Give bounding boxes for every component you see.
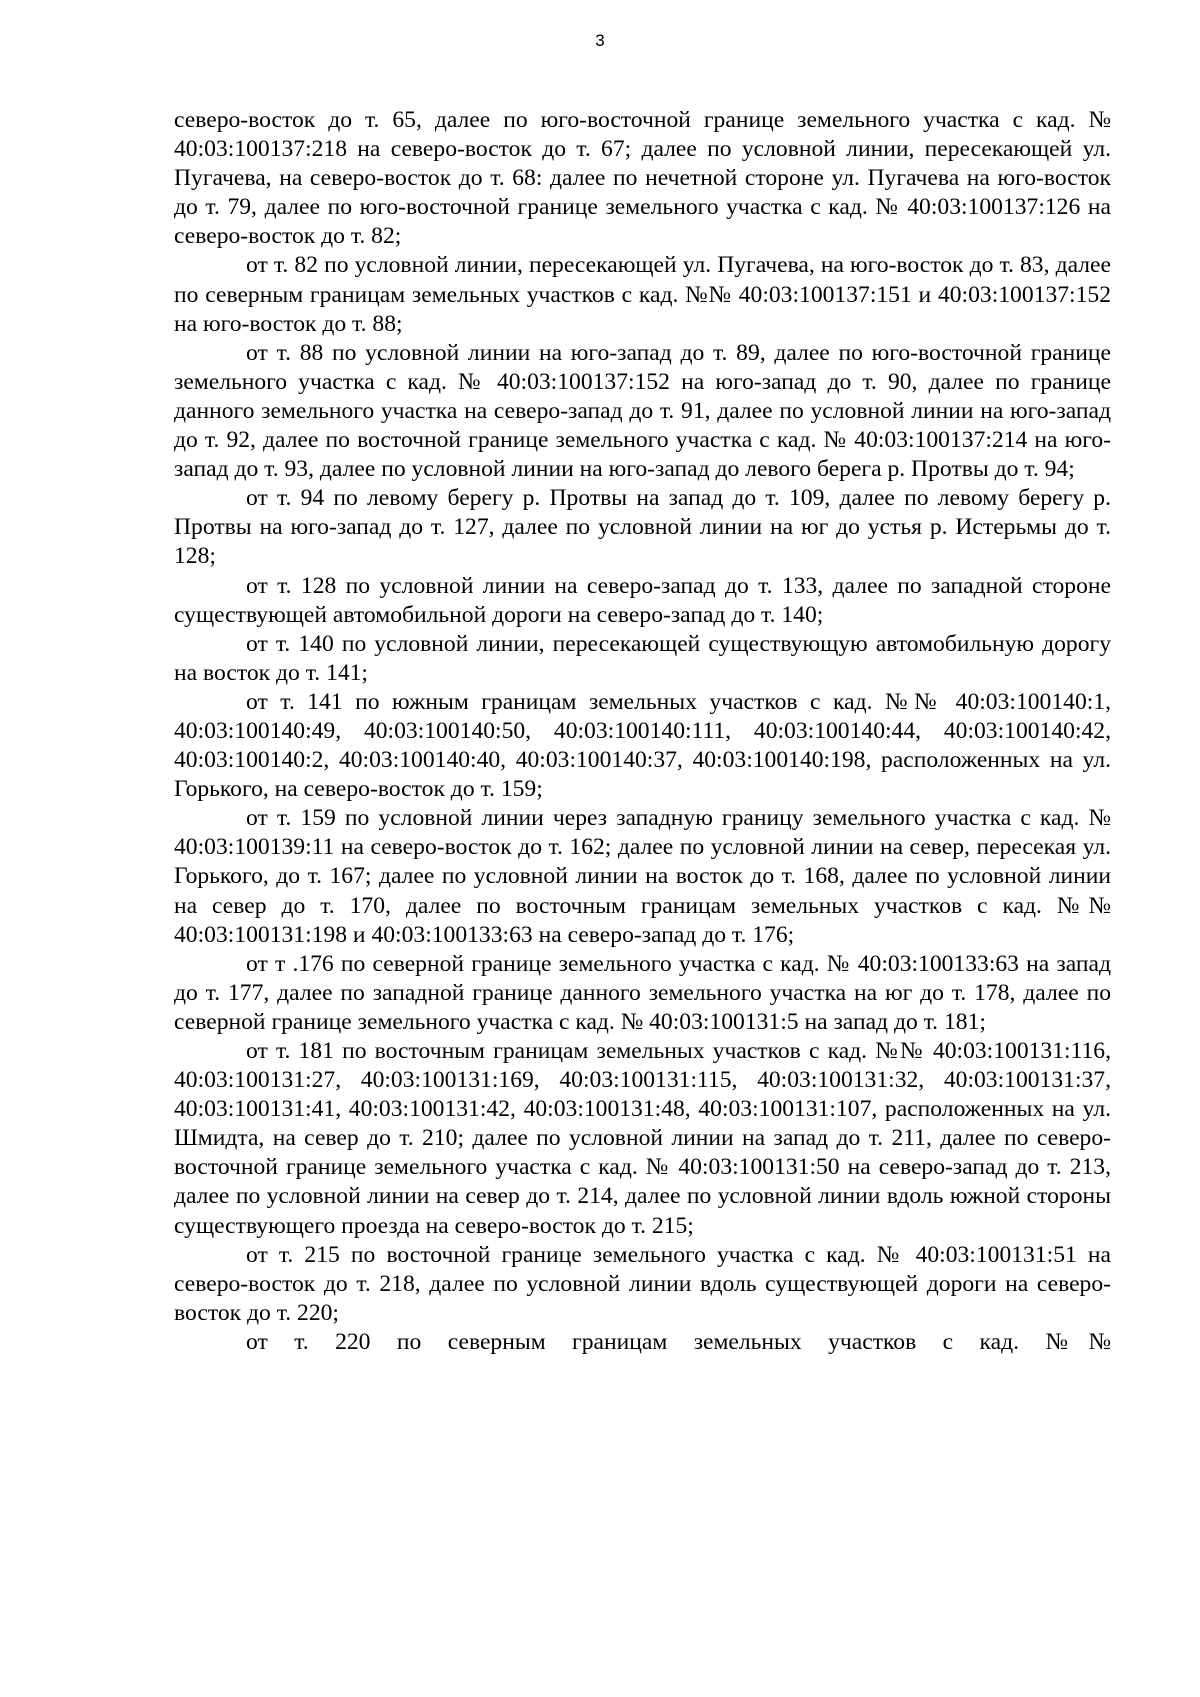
document-body <box>174 106 1111 1357</box>
paragraph: от т .176 по северной границе земельного участка с кад. № 40:03:100133:63 на запад до т. 177, далее по западной границе данного земельного участка на юг до т. 178, далее по северной границе земельного участка с кад. № 40:03:100131:5 на запад до т. 181; <box>174 950 1111 1035</box>
paragraph: северо-восток до т. 65, далее по юго-восточной границе земельного участка с кад. № 40:03:100137:218 на северо-восток до т. 67; далее по условной линии, пересекающей ул. Пугачева, на северо-восток до т. 68: далее по нечетной стороне ул. Пугачева на юго-восток до т. 79, далее по юго-восточной границе земельного участка с кад. № 40:03:100137:126 на северо-восток до т. 82; <box>174 107 1111 250</box>
paragraph: от т. 140 по условной линии, пересекающей существующую автомобильную дорогу на восток до т. 141; <box>174 630 1111 686</box>
paragraph: от т. 128 по условной линии на северо-запад до т. 133, далее по западной стороне существующей автомобильной дороги на северо-запад до т. 140; <box>174 572 1111 628</box>
paragraph: от т. 94 по левому берегу р. Протвы на запад до т. 109, далее по левому берегу р. Протвы на юго-запад до т. 127, далее по условной линии на юг до устья р. Истерьмы до т. 128; <box>174 485 1111 570</box>
paragraph: от т. 181 по восточным границам земельных участков с кад. №№ 40:03:100131:116, 40:03:100131:27, 40:03:100131:169, 40:03:100131:115, 40:03:100131:32, 40:03:100131:37, 40:03:100131:41, 40:03:100131:42, 40:03:100131:48, 40:03:100131:107, расположенных на ул. Шмидта, на север до т. 210; далее по условной линии на запад до т. 211, далее по северо-восточной границе земельного участка с кад. № 40:03:100131:50 на северо-запад до т. 213, далее по условной линии на север до т. 214, далее по условной линии вдоль южной стороны существующего проезда на северо-восток до т. 215; <box>174 1038 1111 1239</box>
paragraph: от т. 88 по условной линии на юго-запад до т. 89, далее по юго-восточной границе земельного участка с кад. № 40:03:100137:152 на юго-запад до т. 90, далее по границе данного земельного участка на северо-запад до т. 91, далее по условной линии на юго-запад до т. 92, далее по восточной границе земельного участка с кад. № 40:03:100137:214 на юго-запад до т. 93, далее по условной линии на юго-запад до левого берега р. Протвы до т. 94; <box>174 339 1111 483</box>
paragraph: от т. 82 по условной линии, пересекающей ул. Пугачева, на юго-восток до т. 83, далее по северным границам земельных участков с кад. №№ 40:03:100137:151 и 40:03:100137:152 на юго-восток до т. 88; <box>174 252 1111 337</box>
paragraph: от т. 141 по южным границам земельных участков с кад. №№ 40:03:100140:1, 40:03:100140:49, 40:03:100140:50, 40:03:100140:111, 40:03:100140:44, 40:03:100140:42, 40:03:100140:2, 40:03:100140:40, 40:03:100140:37, 40:03:100140:198, расположенных на ул. Горького, на северо-восток до т. 159; <box>174 688 1111 803</box>
page-number: 3 <box>595 31 605 50</box>
paragraph: от т. 159 по условной линии через западную границу земельного участка с кад. № 40:03:100139:11 на северо-восток до т. 162; далее по условной линии на север, пересекая ул. Горького, до т. 167; далее по условной линии на восток до т. 168, далее по условной линии на север до т. 170, далее по восточным границам земельных участков с кад. №№ 40:03:100131:198 и 40:03:100133:63 на северо-запад до т. 176; <box>174 805 1111 948</box>
paragraph: от т. 220 по северным границам земельных участков с кад. №№ <box>246 1328 1111 1355</box>
paragraph: от т. 215 по восточной границе земельного участка с кад. № 40:03:100131:51 на северо-восток до т. 218, далее по условной линии вдоль существующей дороги на северо-восток до т. 220; <box>174 1241 1111 1326</box>
